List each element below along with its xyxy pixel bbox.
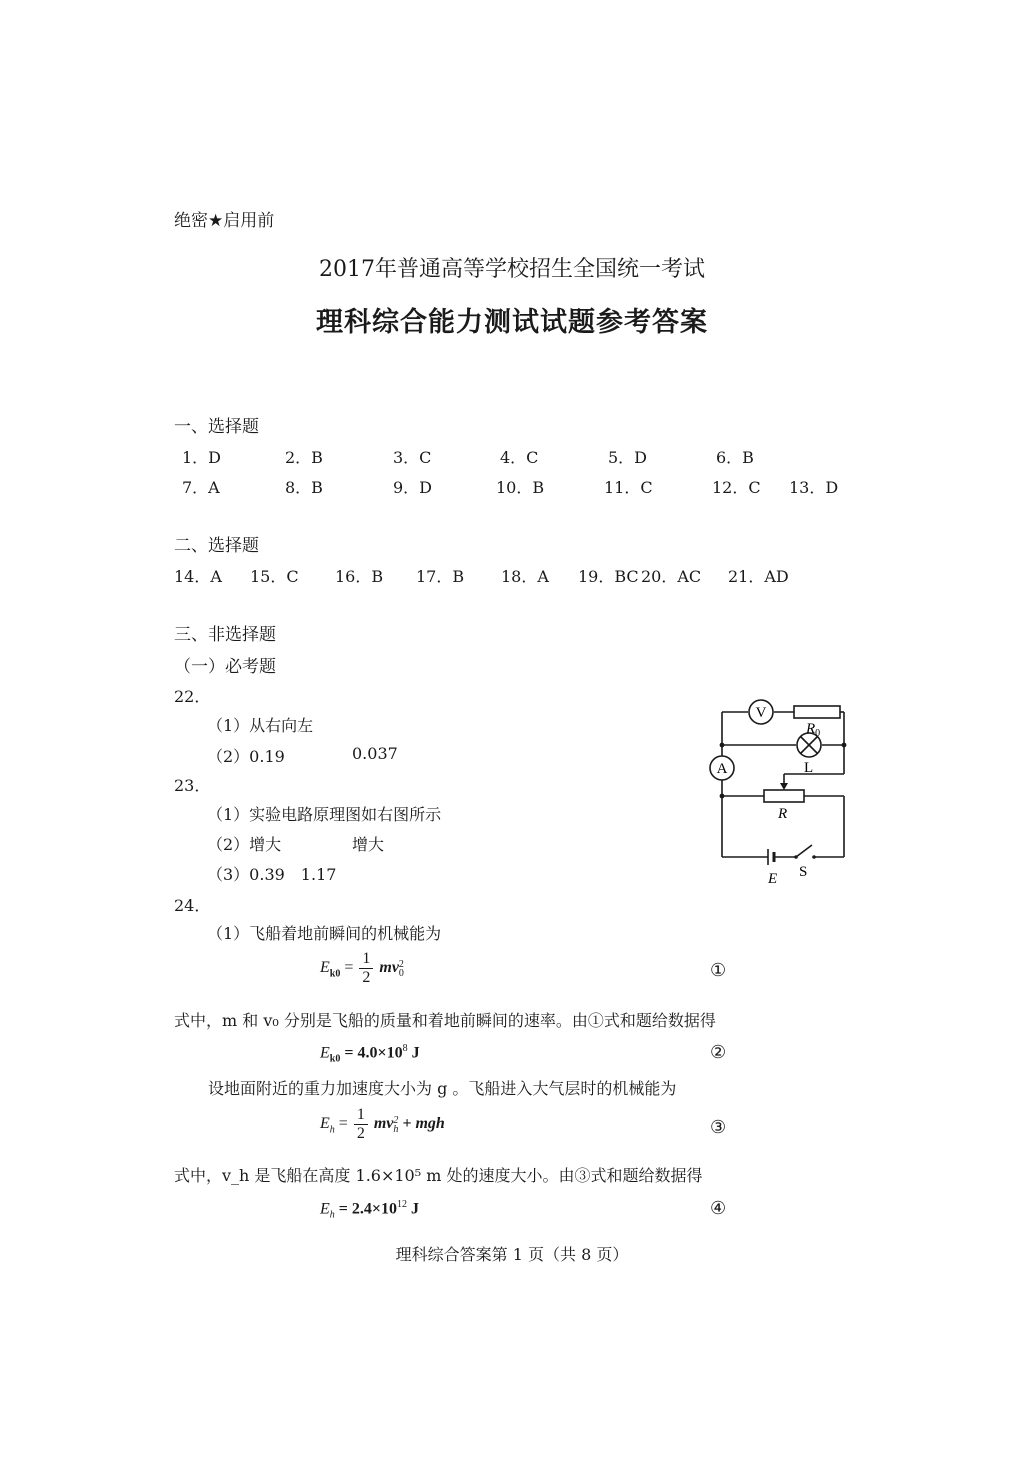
answer-7: 7．A bbox=[182, 478, 220, 497]
answer-14: 14．A bbox=[174, 567, 222, 586]
answer-2: 2．B bbox=[285, 448, 323, 467]
q23-part1: （1）实验电路原理图如右图所示 bbox=[207, 805, 442, 824]
question-23-number: 23． bbox=[174, 776, 211, 795]
circuit-diagram bbox=[700, 690, 870, 890]
q23-part2-value: 增大 bbox=[352, 835, 385, 854]
equation-3-marker: ③ bbox=[710, 1117, 727, 1138]
equation-2: $E_{k0} = 4.0\times 10^8$ J bbox=[320, 1043, 420, 1065]
answer-18: 18．A bbox=[501, 567, 549, 586]
answer-8: 8．B bbox=[285, 478, 323, 497]
answer-9: 9．D bbox=[393, 478, 433, 497]
junction-dot-lower bbox=[720, 794, 725, 799]
answer-20: 20．AC bbox=[641, 567, 702, 586]
switch-contact-left bbox=[794, 855, 798, 859]
slider-arrow-icon bbox=[780, 783, 788, 790]
exam-title: 2017年普通高等学校招生全国统一考试 bbox=[319, 257, 705, 282]
equation-4-marker: ④ bbox=[710, 1198, 727, 1219]
equation-3: $E_h$ = $\frac{1}{2}$ mv 2 h + mgh bbox=[320, 1106, 445, 1142]
switch-contact-right bbox=[812, 855, 816, 859]
q23-part3: （3）0.39 1.17 bbox=[207, 865, 337, 884]
document-title: 理科综合能力测试试题参考答案 bbox=[316, 307, 708, 338]
answer-10: 10．B bbox=[496, 478, 545, 497]
answer-15: 15．C bbox=[250, 567, 299, 586]
section1-title: 一、选择题 bbox=[174, 417, 259, 437]
confidential-label: 绝密★启用前 bbox=[174, 211, 275, 231]
q24-part1: （1）飞船着地前瞬间的机械能为 bbox=[207, 924, 442, 943]
ammeter-label: A bbox=[716, 761, 728, 777]
section3-subtitle: （一）必考题 bbox=[174, 657, 276, 677]
question-24-number: 24． bbox=[174, 896, 211, 915]
r0-label: $R_0$ bbox=[806, 721, 821, 739]
equation-1-marker: ① bbox=[710, 960, 727, 981]
switch-label: S bbox=[799, 864, 808, 880]
q24-text-3: 式中，v_h 是飞船在高度 1.6×10⁵ m 处的速度大小。由③式和题给数据得 bbox=[174, 1166, 703, 1185]
battery-label: E bbox=[768, 871, 778, 887]
q24-text-1: 式中，m 和 v₀ 分别是飞船的质量和着地前瞬间的速率。由①式和题给数据得 bbox=[174, 1011, 716, 1030]
page-footer: 理科综合答案第 1 页（共 8 页） bbox=[395, 1245, 629, 1264]
equation-1: $E_{k0}$ = $\frac{1}{2}$ mv 2 0 bbox=[320, 950, 404, 986]
equation-2-marker: ② bbox=[710, 1042, 727, 1063]
answer-6: 6．B bbox=[716, 448, 754, 467]
answer-3: 3．C bbox=[393, 448, 432, 467]
q24-text-2: 设地面附近的重力加速度大小为 g 。飞船进入大气层时的机械能为 bbox=[208, 1079, 677, 1098]
q22-part1: （1）从右向左 bbox=[207, 716, 314, 735]
lamp-label: L bbox=[804, 760, 814, 776]
answer-19: 19．BC bbox=[578, 567, 639, 586]
q22-part2-label: （2）0.19 bbox=[207, 747, 285, 766]
answer-13: 13．D bbox=[789, 478, 839, 497]
answer-4: 4．C bbox=[500, 448, 539, 467]
junction-dot-right bbox=[842, 743, 847, 748]
answer-17: 17．B bbox=[416, 567, 465, 586]
q22-part2-value: 0.037 bbox=[352, 744, 398, 763]
answer-5: 5．D bbox=[608, 448, 648, 467]
voltmeter-label: V bbox=[755, 705, 767, 721]
junction-dot-left bbox=[720, 743, 725, 748]
q23-part2-label: （2）增大 bbox=[207, 835, 282, 854]
answer-11: 11．C bbox=[604, 478, 653, 497]
answer-21: 21．AD bbox=[728, 567, 789, 586]
answer-12: 12．C bbox=[712, 478, 761, 497]
section3-title: 三、非选择题 bbox=[174, 625, 276, 645]
section2-title: 二、选择题 bbox=[174, 536, 259, 556]
answer-1: 1．D bbox=[182, 448, 222, 467]
answer-16: 16．B bbox=[335, 567, 384, 586]
question-22-number: 22． bbox=[174, 687, 211, 706]
equation-4: $E_h = 2.4\times 10^{12}$ J bbox=[320, 1199, 420, 1221]
rheostat-label: R bbox=[778, 806, 788, 822]
